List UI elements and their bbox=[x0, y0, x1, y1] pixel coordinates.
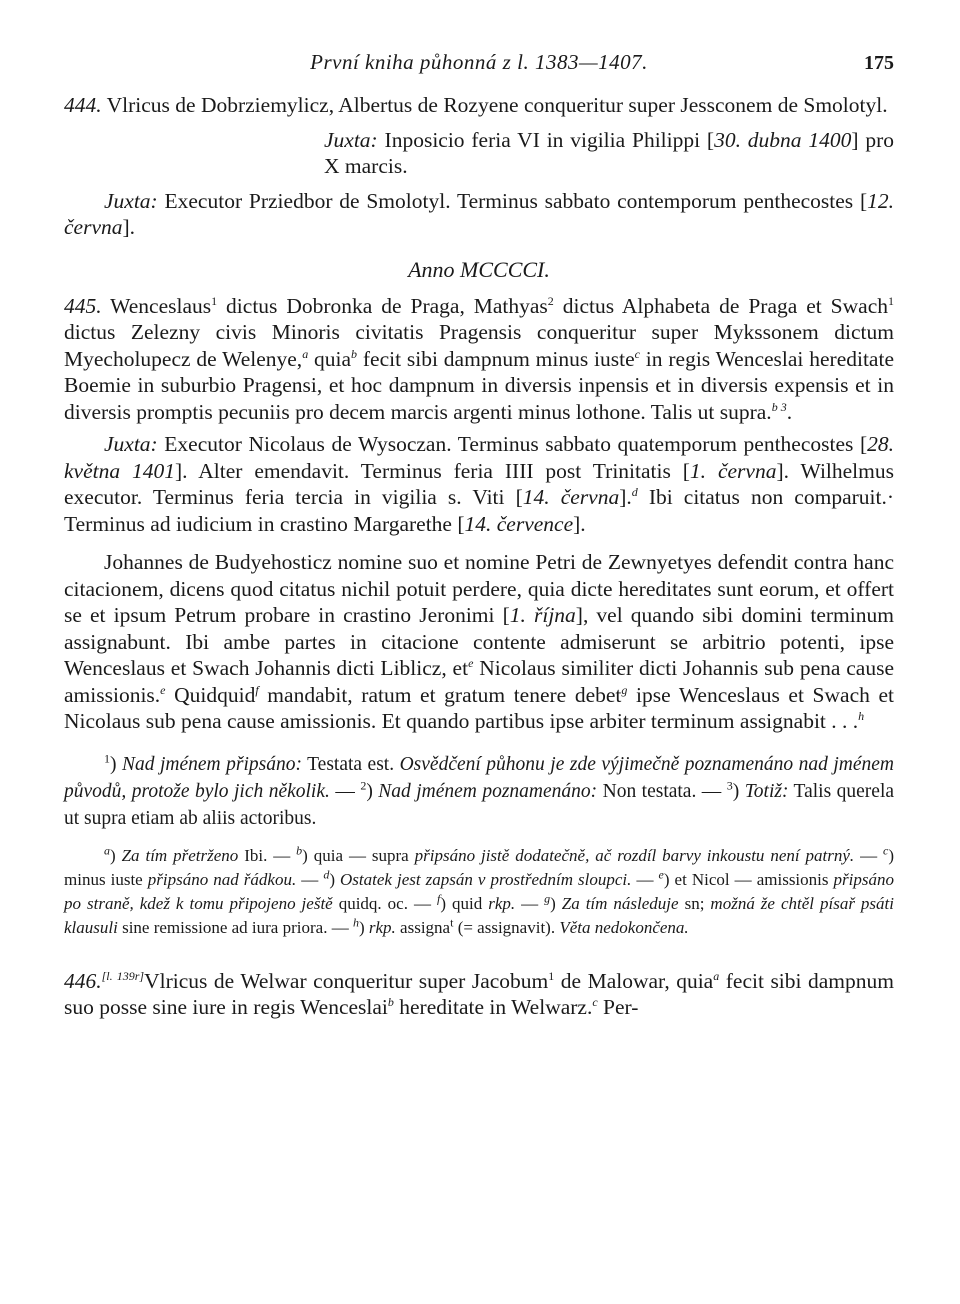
footnote-mark: 2 bbox=[360, 778, 367, 792]
footnote-ref: e bbox=[160, 682, 166, 697]
entry-number: 444. bbox=[64, 93, 102, 117]
footnote-paragraph: $^1$) Nad jménem připsáno: Testata est. Osvědčení půhonu je zde výjimečně poznamenáno nad jménem původů, protože bylo jich několik. — $^2$) Nad jménem poznamenáno: Non testata. — $^3$) Totiž: Talis querela ut supra etiam ab aliis actoribus. bbox=[64, 751, 895, 829]
footnote-ref: f bbox=[255, 682, 259, 697]
folio-marker: [l. 139r] bbox=[101, 968, 145, 983]
entry-445-defense: Johannes de Budyehosticz nomine suo et nomine Petri de Zewnyetyes defendit contra hanc citacionem, dicens quod citatus nichil potuit perdere, quia dicte hereditates sunt eorum, et offert se et ipsum Petrum probare in crastino Jeronimi [1. října], vel quando sibi domini terminum assignabunt. Ibi ambe partes in citacione contente admiserunt se arbitrio potenti, ipse Wenceslaus et Swach Johannis dicti Liblicz, $et^e$ Nicolaus similiter dicti Johannis sub pena cause amissionis.$^e$ Quidquid$^f$ mandabit, ratum et gratum tenere debet$^g$ ipse Wenceslaus et Swach et Nicolaus sub pena cause amissionis. Et quando partibus ipse arbiter terminum assignabit . . .$^h$ bbox=[64, 550, 895, 733]
juxta-label: Juxta: bbox=[104, 432, 158, 456]
entry-text: Vlricus de Dobrziemylicz, Albertus de Rozyene conqueritur super Jessconem de Smolotyl. bbox=[101, 93, 888, 117]
running-title: První kniha půhonná z l. 1383—1407. bbox=[310, 50, 648, 74]
entry-444-juxta-2: Juxta: Executor Prziedbor de Smolotyl. Terminus sabbato contemporum penthecostes [12. června]. bbox=[64, 188, 894, 239]
footnote-mark: c bbox=[883, 842, 889, 857]
footnote-mark: 3 bbox=[726, 778, 733, 792]
footnote-ref: 2 bbox=[547, 293, 554, 308]
date-note: 14. července bbox=[464, 511, 574, 536]
date-note: 12. června bbox=[64, 188, 894, 239]
entry-445-text: 445. Wenceslaus$^1$ dictus Dobronka de Praga, Mathyas$^2$ dictus Alphabeta de Praga et Swach$^1$ dictus Zelezny civis Minoris civitatis Pragensis conqueritur super Mykssonem dictum Myecholupecz de Welenye,$^a$ quia$^b$ fecit sibi dampnum minus iuste$^c$ in regis Wenceslai hereditate Boemie in suburbio Pragensi, et hoc dampnum in diversis inpensis et in diversis expensis et in diversis promptis pecuniis pro decem marcis argenti minus lothone. Talis ut supra.$^{b 3}$. bbox=[64, 293, 895, 424]
footnote-mark: e bbox=[658, 866, 664, 881]
footnote-ref: g bbox=[621, 682, 628, 697]
date-note: 1. června bbox=[689, 458, 777, 483]
juxta-label: Juxta: bbox=[104, 188, 158, 213]
footnote-ref: h bbox=[858, 708, 865, 723]
footnote-ref: 1 bbox=[548, 968, 555, 983]
footnote-paragraph: $^a$) Za tím přetrženo Ibi. — $^b$) quia — supra připsáno jistě dodatečně, ač rozdíl barvy inkoustu není patrný. — $^c$) minus iuste připsáno nad řádkou. — $^d$) Ostatek jest zapsán v prostředním sloupci. — $^e$) et Nicol — amissionis připsáno po straně, kdež k tomu připojeno ještě quidq. oc. — $^f$) quid rkp. — $^g$) Za tím následuje sn; možná že chtěl písař psáti klausuli sine remissione ad iura priora. — $^h$) rkp. assigna$^t$ (= assignavit). Věta nedokončena. bbox=[64, 842, 895, 937]
footnote-mark: g bbox=[544, 890, 551, 905]
entry-number: 445. bbox=[64, 293, 102, 318]
footnote-mark: h bbox=[352, 914, 359, 929]
entry-445-juxta: Juxta: Executor Nicolaus de Wysoczan. Terminus sabbato quatemporum penthecostes [28. května 1401]. Alter emendavit. Terminus feria IIII post Trinitatis [1. června]. Wilhelmus executor. Terminus feria tercia in vigilia s. Viti [14. června].$^d$ Ibi citatus non comparuit.· Terminus ad iudicium in crastino Margarethe [14. července]. bbox=[64, 432, 894, 536]
footnote-ref: b 3 bbox=[771, 399, 787, 414]
footnote-ref: 1 bbox=[888, 293, 895, 308]
entry-444-juxta-1: Juxta: Inposicio feria VI in vigilia Philippi [30. dubna 1400] pro X marcis. bbox=[324, 127, 894, 178]
page-number: 175 bbox=[864, 52, 894, 74]
date-note: 30. dubna 1400 bbox=[714, 127, 852, 152]
footnote-ref: a bbox=[302, 346, 309, 361]
footnote-ref: a bbox=[713, 968, 720, 983]
page-header bbox=[64, 44, 894, 78]
entry-number: 446. bbox=[64, 968, 102, 993]
footnote-ref: d bbox=[631, 484, 638, 499]
footnote-ref: b bbox=[351, 346, 358, 361]
juxta-label: Juxta: bbox=[324, 127, 378, 152]
year-heading: Anno MCCCCI. bbox=[408, 256, 550, 282]
date-note: 1. října bbox=[509, 603, 576, 627]
footnote-ref: e bbox=[468, 655, 474, 670]
numbered-footnotes bbox=[64, 751, 894, 832]
entry-444-text bbox=[64, 92, 894, 119]
footnote-ref: c bbox=[592, 994, 598, 1009]
footnote-mark: f bbox=[436, 890, 441, 905]
footnote-mark: 1 bbox=[104, 751, 110, 765]
entry-446-text: 446.[l. 139r]Vlricus de Welwar conqueritur super Jacobum$^1$ de Malowar, quia$^a$ fecit sibi dampnum suo posse sine iure in regis Wenceslai$^b$ hereditate in Welwarz.$^c$ Per- bbox=[64, 968, 895, 1019]
date-note: 14. června bbox=[522, 485, 620, 509]
footnote-mark: b bbox=[296, 842, 303, 857]
footnote-mark: d bbox=[323, 866, 330, 881]
footnote-ref: b bbox=[387, 994, 394, 1009]
date-note: 28. května 1401 bbox=[64, 432, 894, 483]
lettered-footnotes bbox=[64, 844, 894, 940]
page bbox=[64, 44, 894, 1021]
footnote-mark: a bbox=[104, 842, 110, 857]
footnote-ref: c bbox=[634, 346, 640, 361]
footnote-ref: 1 bbox=[211, 293, 218, 308]
